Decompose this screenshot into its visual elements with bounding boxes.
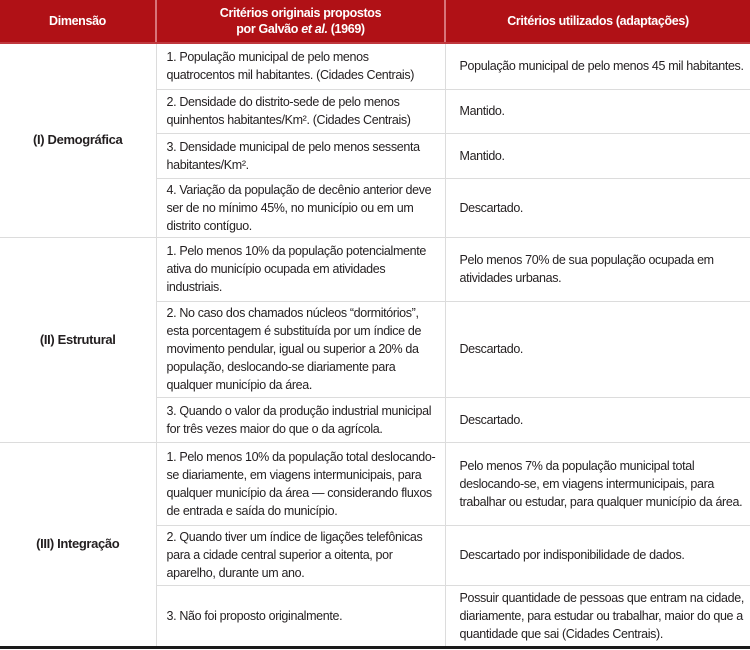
header-original-line2-pre: por Galvão [236, 22, 302, 36]
dimension-demografica: (I) Demográfica [0, 43, 156, 237]
original-criterion: 1. Pelo menos 10% da população potencialmente ativa do município ocupada em atividades industriais. [156, 237, 445, 301]
header-original-criteria [156, 0, 445, 43]
used-criterion: Descartado. [445, 397, 750, 442]
used-criterion: Pelo menos 7% da população municipal total deslocando-se, em viagens intermunicipais, para trabalhar ou estudar, para qualquer município da área. [445, 442, 750, 525]
dimension-integracao: (III) Integração [0, 442, 156, 647]
header-dimension: Dimensão [0, 0, 156, 43]
used-criterion: População municipal de pelo menos 45 mil habitantes. [445, 43, 750, 89]
original-criterion: 1. População municipal de pelo menos quatrocentos mil habitantes. (Cidades Centrais) [156, 43, 445, 89]
header-original-line2-post: (1969) [327, 22, 365, 36]
used-criterion: Descartado. [445, 301, 750, 397]
header-used-criteria: Critérios utilizados (adaptações) [445, 0, 750, 43]
header-original-etal: et al. [301, 22, 328, 36]
original-criterion: 4. Variação da população de decênio anterior deve ser de no mínimo 45%, no município ou em um distrito contíguo. [156, 178, 445, 237]
used-criterion: Mantido. [445, 133, 750, 178]
used-criterion: Descartado. [445, 178, 750, 237]
header-original-line1: Critérios originais propostos [219, 6, 382, 20]
table-body [0, 43, 750, 647]
used-criterion: Descartado por indisponibilidade de dados. [445, 525, 750, 585]
used-criterion: Mantido. [445, 89, 750, 133]
header-row [0, 0, 750, 43]
dimension-estrutural: (II) Estrutural [0, 237, 156, 442]
table-row [0, 237, 750, 301]
table-row [0, 442, 750, 525]
original-criterion: 3. Quando o valor da produção industrial municipal for três vezes maior do que o da agrícola. [156, 397, 445, 442]
used-criterion: Pelo menos 70% de sua população ocupada em atividades urbanas. [445, 237, 750, 301]
table-row [0, 43, 750, 89]
original-criterion: 2. Quando tiver um índice de ligações telefônicas para a cidade central superior a oitenta, por aparelho, durante um ano. [156, 525, 445, 585]
table-header [0, 0, 750, 43]
original-criterion: 1. Pelo menos 10% da população total deslocando-se diariamente, em viagens intermunicipais, para qualquer município da área — considerando fluxos de entrada e saída do município. [156, 442, 445, 525]
original-criterion: 3. Não foi proposto originalmente. [156, 585, 445, 647]
original-criterion: 2. No caso dos chamados núcleos “dormitórios”, esta porcentagem é substituída por um índice de movimento pendular, igual ou superior a 20% da população, deslocando-se diariamente para qualquer município da área. [156, 301, 445, 397]
used-criterion: Possuir quantidade de pessoas que entram na cidade, diariamente, para estudar ou trabalhar, maior do que a quantidade que sai (Cidades Centrais). [445, 585, 750, 647]
original-criterion: 2. Densidade do distrito-sede de pelo menos quinhentos habitantes/Km². (Cidades Centrais) [156, 89, 445, 133]
original-criterion: 3. Densidade municipal de pelo menos sessenta habitantes/Km². [156, 133, 445, 178]
